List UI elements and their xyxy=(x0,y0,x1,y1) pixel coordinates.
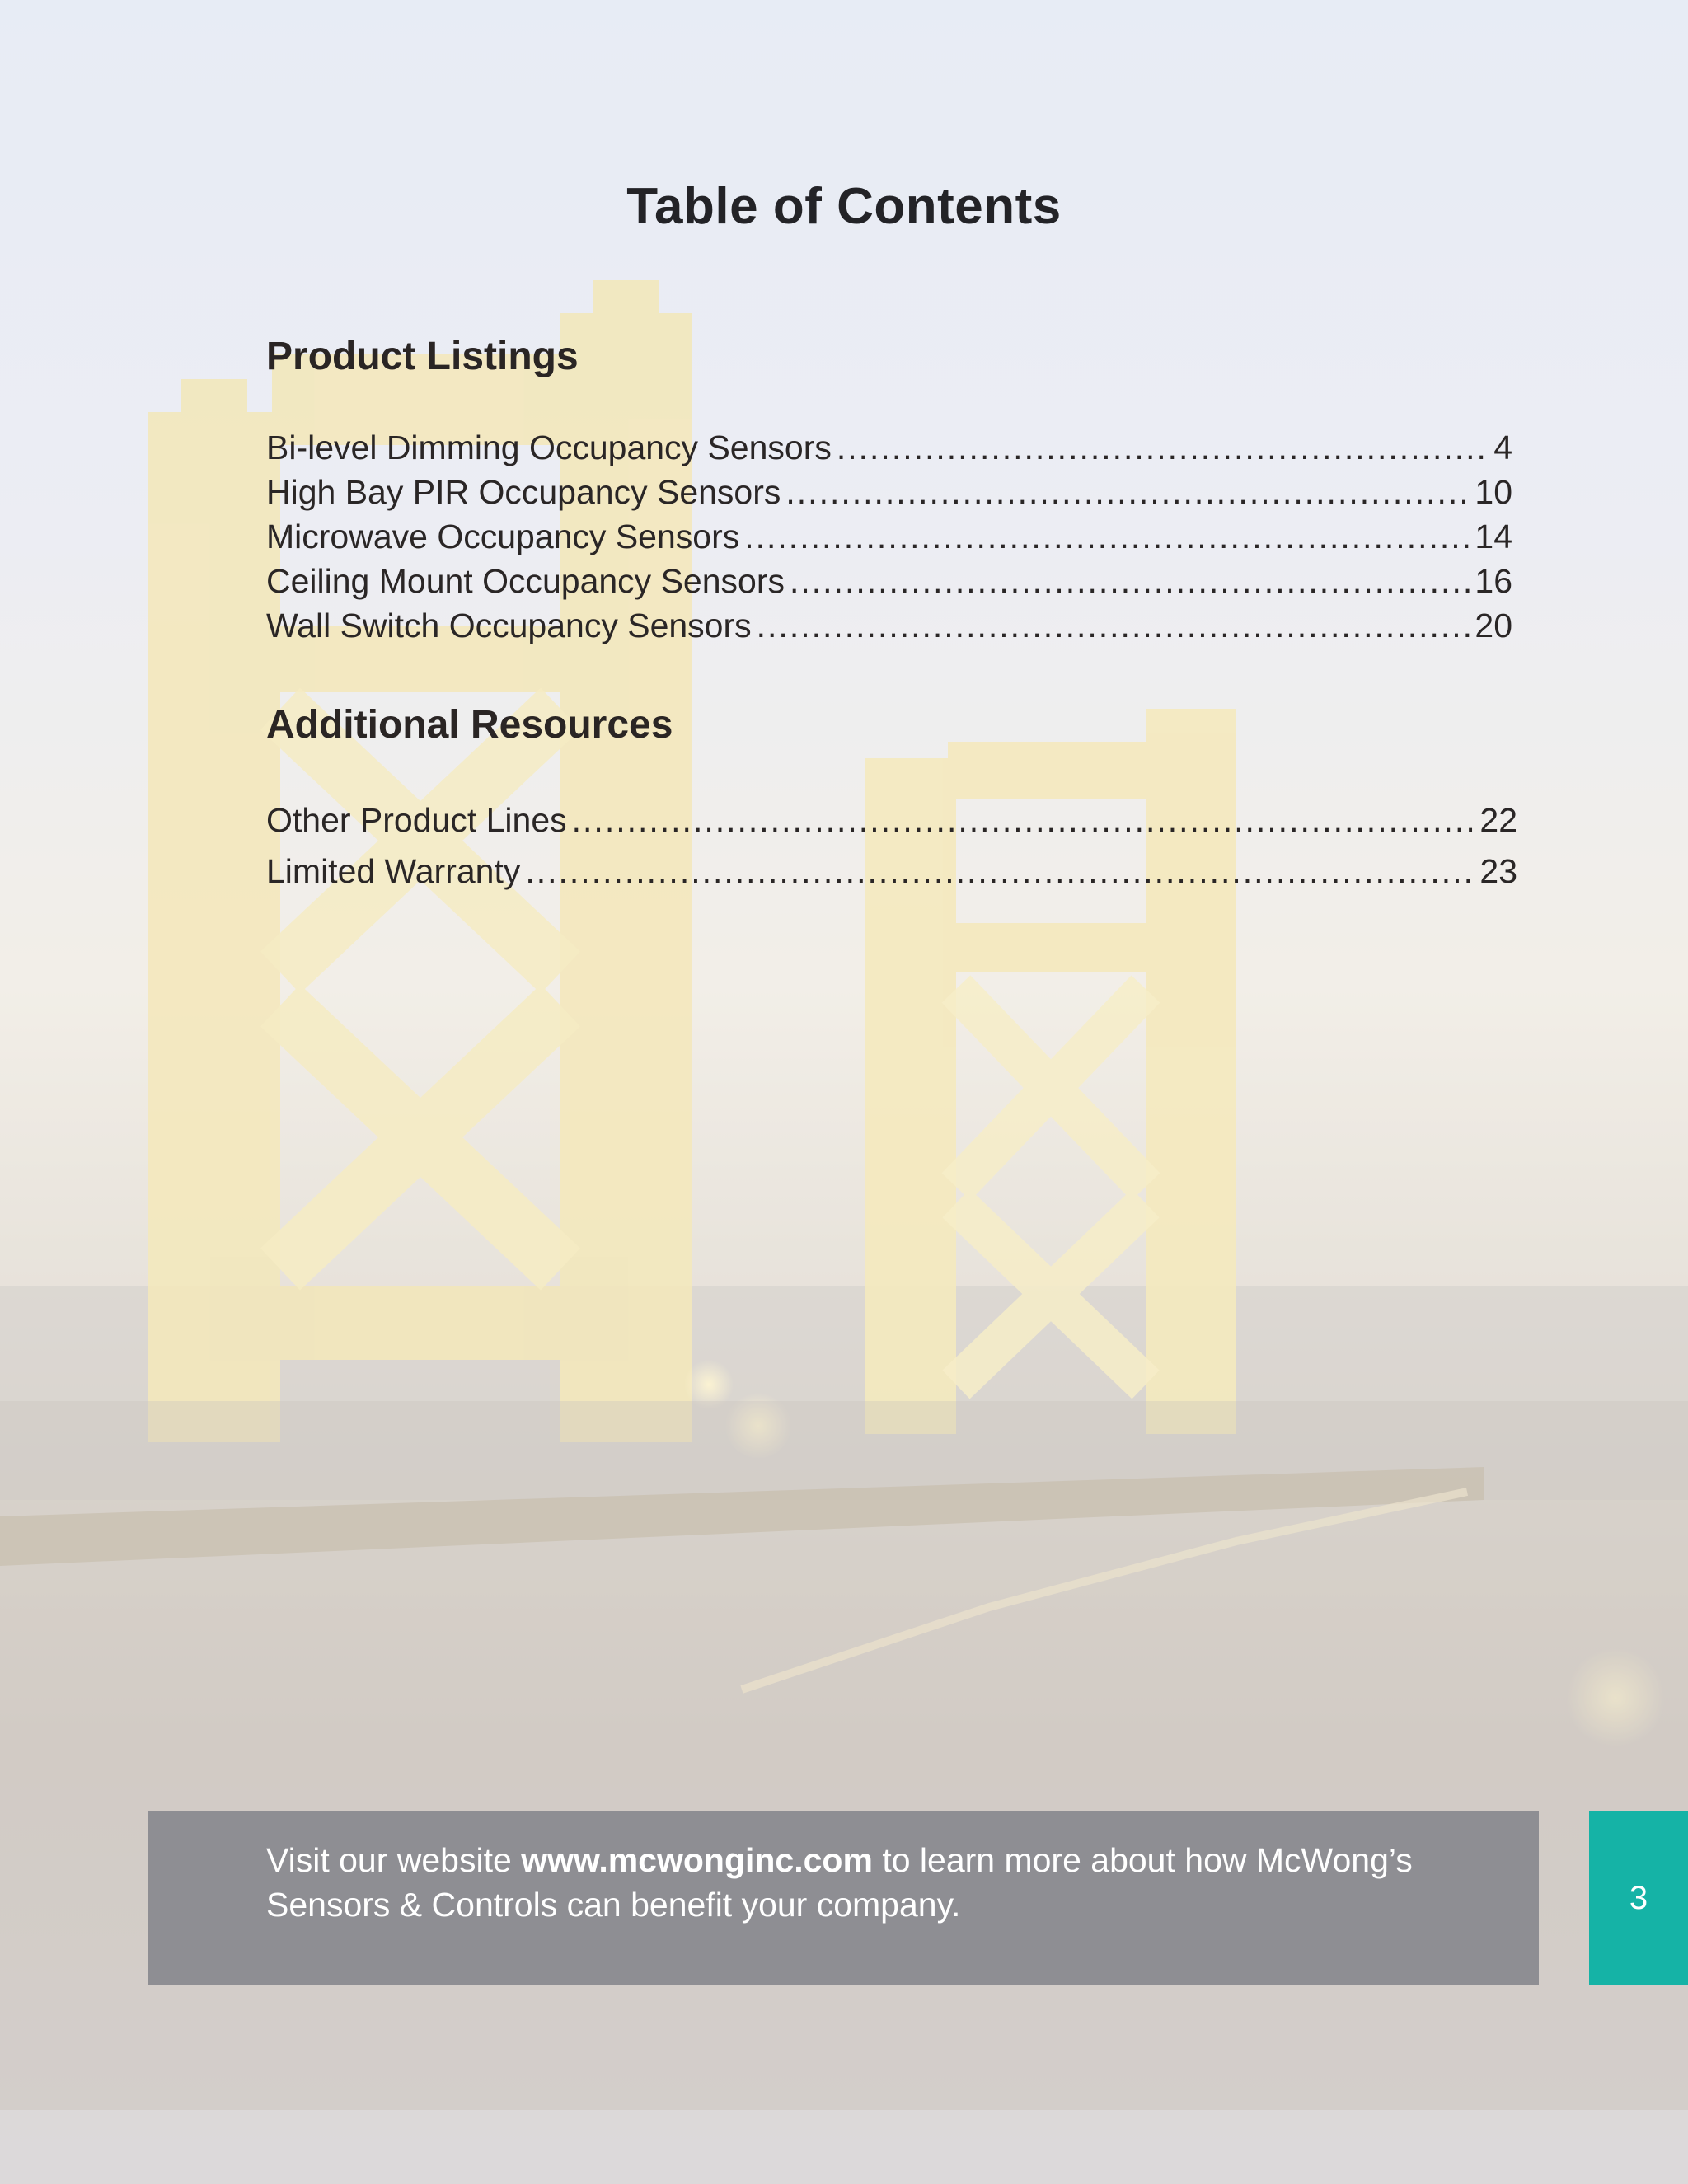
toc-list-product-listings xyxy=(266,429,1512,651)
toc-entry-page: 10 xyxy=(1475,473,1512,511)
dot-leader xyxy=(744,518,1470,556)
toc-entry-label: Bi-level Dimming Occupancy Sensors xyxy=(266,429,832,466)
toc-entry-label: Other Product Lines xyxy=(266,801,567,839)
toc-entry-page: 22 xyxy=(1479,801,1517,839)
toc-list-additional-resources xyxy=(266,801,1517,903)
section-heading-product-listings: Product Listings xyxy=(266,335,579,378)
toc-entry-label: High Bay PIR Occupancy Sensors xyxy=(266,473,781,511)
toc-entry-label: Ceiling Mount Occupancy Sensors xyxy=(266,562,785,600)
footer-text xyxy=(266,1838,1503,1927)
page-number-tab xyxy=(1589,1811,1688,1985)
toc-entry[interactable] xyxy=(266,801,1517,852)
page-number: 3 xyxy=(1629,1879,1648,1916)
toc-entry-label: Microwave Occupancy Sensors xyxy=(266,518,740,555)
footer-text-before: Visit our website xyxy=(266,1841,522,1879)
footer-banner xyxy=(148,1811,1539,1985)
footer-text-after: to learn more about how McWong’s Sensors & Controls can benefit your company. xyxy=(266,1841,1413,1924)
page-title: Table of Contents xyxy=(626,178,1062,235)
website-link[interactable]: www.mcwonginc.com xyxy=(521,1841,873,1879)
toc-entry[interactable] xyxy=(266,518,1512,562)
dot-leader xyxy=(785,473,1470,512)
toc-entry-page: 23 xyxy=(1479,852,1517,890)
toc-entry[interactable] xyxy=(266,852,1517,903)
toc-entry[interactable] xyxy=(266,473,1512,518)
dot-leader xyxy=(525,852,1475,891)
toc-entry-page: 20 xyxy=(1475,607,1512,644)
dot-leader xyxy=(757,607,1470,645)
toc-entry-page: 16 xyxy=(1475,562,1512,600)
toc-entry-label: Wall Switch Occupancy Sensors xyxy=(266,607,752,644)
toc-entry-label: Limited Warranty xyxy=(266,852,521,890)
toc-entry-page: 4 xyxy=(1493,429,1512,466)
toc-entry-page: 14 xyxy=(1475,518,1512,555)
dot-leader xyxy=(790,562,1470,601)
toc-entry[interactable] xyxy=(266,607,1512,651)
toc-entry[interactable] xyxy=(266,562,1512,607)
dot-leader xyxy=(572,801,1475,840)
section-heading-additional-resources: Additional Resources xyxy=(266,703,673,747)
dot-leader xyxy=(837,429,1489,467)
toc-entry[interactable] xyxy=(266,429,1512,473)
